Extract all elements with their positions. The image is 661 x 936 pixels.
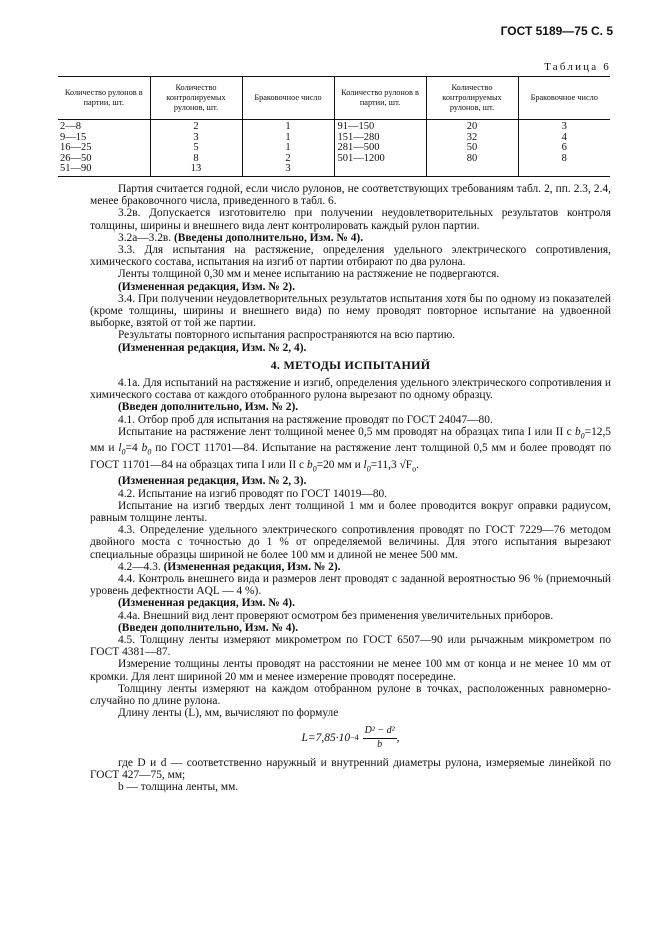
paragraph: 3.3. Для испытания на растяжение, определения удельного электрического сопротивления, химического состава, испытания на изгиб от партии отбирают по два рулона. bbox=[90, 244, 611, 269]
table-cell: 6 bbox=[518, 143, 610, 154]
paragraph: 4.4. Контроль внешнего вида и размеров лент проводят с заданной вероятностью 96 % (приемочный уровень дефектности AQL — 4 %). bbox=[90, 572, 611, 598]
table-cell: 91—150 bbox=[334, 120, 426, 133]
body-text bbox=[90, 183, 611, 793]
subscript: 0 bbox=[312, 464, 317, 474]
amendment-note: (Измененная редакция, Изм. № 2, 3). bbox=[118, 475, 307, 488]
table-cell: 3 bbox=[518, 120, 610, 133]
symbol: l bbox=[118, 442, 122, 455]
table-cell: 501—1200 bbox=[334, 154, 426, 165]
amendment-note: (Введены дополнительно, Изм. № 4). bbox=[174, 231, 364, 244]
table-cell: 8 bbox=[518, 154, 610, 165]
subscript: 0 bbox=[366, 464, 371, 474]
section-title: 4. МЕТОДЫ ИСПЫТАНИЙ bbox=[270, 357, 431, 372]
paragraph bbox=[90, 561, 611, 573]
table-cell: 3 bbox=[150, 133, 242, 144]
paragraph: 3.2в. Допускается изготовителю при получении неудовлетворительных результатов контроля толщины, ширины и внешнего вида лент контролировать каждый рулон партии. bbox=[90, 207, 611, 232]
table-header-row bbox=[58, 77, 610, 120]
formula-denominator: b bbox=[377, 738, 383, 750]
text-run: =20 мм и bbox=[316, 458, 364, 471]
symbol-l0 bbox=[363, 458, 371, 474]
table-cell: 1 bbox=[242, 133, 334, 144]
amendment-note: (Измененная редакция, Изм. № 2, 4). bbox=[118, 341, 307, 354]
subscript: о bbox=[412, 464, 417, 474]
paragraph: 3.4. При получении неудовлетворительных результатов испытания хотя бы по одному из показателей (кроме толщины, ширины и внешнего вида) по нему проводят повторное испытание на удвоенной выборке, взятой от той же партии. bbox=[90, 292, 611, 330]
table-row bbox=[58, 133, 610, 144]
paragraph: 4.5. Толщину ленты измеряют микрометром по ГОСТ 6507—90 или рычажным микрометром по ГОСТ 4381—87. bbox=[90, 633, 611, 659]
symbol-b0 bbox=[306, 458, 317, 474]
table-cell bbox=[518, 164, 610, 176]
paragraph: Испытание на изгиб твердых лент толщиной 1 мм и более проводится вокруг оправки радиусом, равным толщине ленты. bbox=[90, 499, 611, 524]
symbol-l0 bbox=[118, 442, 126, 457]
symbol-b0 bbox=[574, 425, 585, 441]
table-cell: 3 bbox=[242, 164, 334, 176]
table-cell: 51—90 bbox=[58, 164, 150, 176]
table-row bbox=[58, 120, 610, 133]
text-run: =12,5 мм и bbox=[90, 425, 611, 455]
table-cell: 32 bbox=[426, 133, 518, 144]
amendment-note: (Измененная редакция, Изм. № 2). bbox=[118, 280, 295, 293]
table-cell: 50 bbox=[426, 143, 518, 154]
table-cell bbox=[334, 164, 426, 176]
formula-left: L=7,85·10 bbox=[301, 731, 351, 744]
amendment-note: (Измененная редакция, Изм. № 4). bbox=[118, 597, 295, 610]
table-header-cell: Количество рулонов в партии, шт. bbox=[334, 77, 426, 120]
paragraph: Толщину ленты измеряют на каждом отобранном рулоне в точках, расположенных равномерно-случайно по длине рулона. bbox=[90, 682, 611, 707]
formula-fraction bbox=[363, 725, 397, 750]
sqrt-expression: =11,3 √F bbox=[370, 458, 413, 471]
text-run: . bbox=[416, 458, 419, 471]
table-6 bbox=[58, 76, 610, 177]
subscript: 0 bbox=[121, 447, 126, 457]
table-row bbox=[58, 164, 610, 176]
table-header-cell: Количество контролируемых рулонов, шт. bbox=[150, 77, 242, 120]
paragraph: 4.3. Определение удельного электрического сопротивления проводят по ГОСТ 7229—76 методом двойного моста с точностью до 1 % от определяемой величины. Для этого испытания вырезают специальные образцы шириной не более 100 мм и длиной не менее 500 мм. bbox=[90, 524, 611, 561]
symbol: b bbox=[141, 442, 148, 455]
amendment-note: (Введен дополнительно, Изм. № 4). bbox=[118, 621, 299, 634]
table-header-cell: Браковочное число bbox=[518, 77, 610, 120]
symbol: b bbox=[574, 425, 581, 438]
table-cell: 151—280 bbox=[334, 133, 426, 144]
formula-numerator: D² − d² bbox=[363, 725, 397, 738]
table-row bbox=[58, 154, 610, 165]
table-header-cell: Количество контролируемых рулонов, шт. bbox=[426, 77, 518, 120]
table-row bbox=[58, 143, 610, 154]
symbol: l bbox=[363, 458, 367, 471]
amendment-note: (Измененная редакция, Изм. № 2). bbox=[163, 560, 341, 573]
subscript: 0 bbox=[580, 431, 585, 441]
table-cell: 1 bbox=[242, 143, 334, 154]
page-header: ГОСТ 5189—75 С. 5 bbox=[500, 24, 613, 38]
paragraph: Длину ленты (L), мм, вычисляют по формуле bbox=[118, 707, 339, 720]
table-cell: 2—8 bbox=[60, 121, 81, 132]
paragraph: 4.1а. Для испытаний на растяжение и изгиб, определения удельного электрического сопротивления и химического состава от каждого отобранного рулона вырезают по одному образцу. bbox=[90, 377, 611, 402]
paragraph: Измерение толщины ленты проводят на расстоянии не менее 100 мм от конца и не менее 10 мм от кромки. Для лент шириной 20 мм и менее измерение проводят посередине. bbox=[90, 658, 611, 683]
table-cell: 16—25 bbox=[60, 142, 92, 153]
clause-range: 3.2а—3.2в. bbox=[118, 231, 172, 244]
paragraph: Ленты толщиной 0,30 мм и менее испытанию на растяжение не подвергаются. bbox=[118, 268, 500, 281]
length-formula bbox=[90, 725, 611, 750]
table-header-cell: Количество рулонов в партии, шт. bbox=[58, 77, 150, 120]
table-cell: 4 bbox=[518, 133, 610, 144]
amendment-note: (Введен дополнительно, Изм. № 2). bbox=[118, 401, 299, 414]
table-cell: 80 bbox=[426, 154, 518, 165]
paragraph: Результаты повторного испытания распространяются на всю партию. bbox=[118, 329, 456, 342]
table-cell: 1 bbox=[242, 120, 334, 133]
paragraph bbox=[90, 232, 611, 244]
table-cell bbox=[426, 164, 518, 176]
formula-exponent: −4 bbox=[350, 732, 359, 742]
table-cell: 5 bbox=[150, 143, 242, 154]
text-run: по ГОСТ 11701—84. Испытание на растяжение лент толщиной 0,5 мм и более проводят по ГОСТ 11701—84 на образцах типа I или II с bbox=[90, 442, 611, 471]
formula-comma: , bbox=[396, 731, 400, 744]
table-cell: 13 bbox=[150, 164, 242, 176]
table-cell: 2 bbox=[242, 154, 334, 165]
table-cell: 26—50 bbox=[60, 152, 92, 164]
table-cell: 281—500 bbox=[334, 143, 426, 154]
subscript: 0 bbox=[147, 447, 152, 457]
paragraph bbox=[90, 426, 611, 475]
paragraph: 4.2. Испытание на изгиб проводят по ГОСТ 14019—80. bbox=[118, 487, 388, 500]
paragraph: b — толщина ленты, мм. bbox=[118, 781, 239, 794]
paragraph: где D и d — соответственно наружный и внутренний диаметры рулона, измеряемые линейкой по ГОСТ 427—75, мм; bbox=[90, 756, 611, 781]
table-cell: 20 bbox=[426, 120, 518, 133]
table-cell: 2 bbox=[150, 120, 242, 133]
table-cell: 9—15 bbox=[60, 131, 87, 143]
paragraph: 4.4а. Внешний вид лент проверяют осмотром без применения увеличительных приборов. bbox=[118, 609, 554, 622]
symbol: b bbox=[306, 458, 313, 471]
paragraph: 4.1. Отбор проб для испытания на растяжение проводят по ГОСТ 24047—80. bbox=[118, 413, 493, 426]
text-run: Испытание на растяжение лент толщиной менее 0,5 мм проводят на образцах типа I или II с bbox=[118, 425, 575, 438]
table-caption: Таблица 6 bbox=[544, 61, 611, 73]
symbol-b0 bbox=[141, 442, 152, 457]
table-header-cell: Браковочное число bbox=[242, 77, 334, 120]
table-cell: 8 bbox=[150, 154, 242, 165]
text-run: =4 bbox=[125, 442, 142, 455]
paragraph: Партия считается годной, если число рулонов, не соответствующих требованиям табл. 2, пп. 2.3, 2.4, менее браковочного числа, приведенного в табл. 6. bbox=[90, 183, 611, 208]
clause-range: 4.2—4.3. bbox=[118, 560, 161, 573]
